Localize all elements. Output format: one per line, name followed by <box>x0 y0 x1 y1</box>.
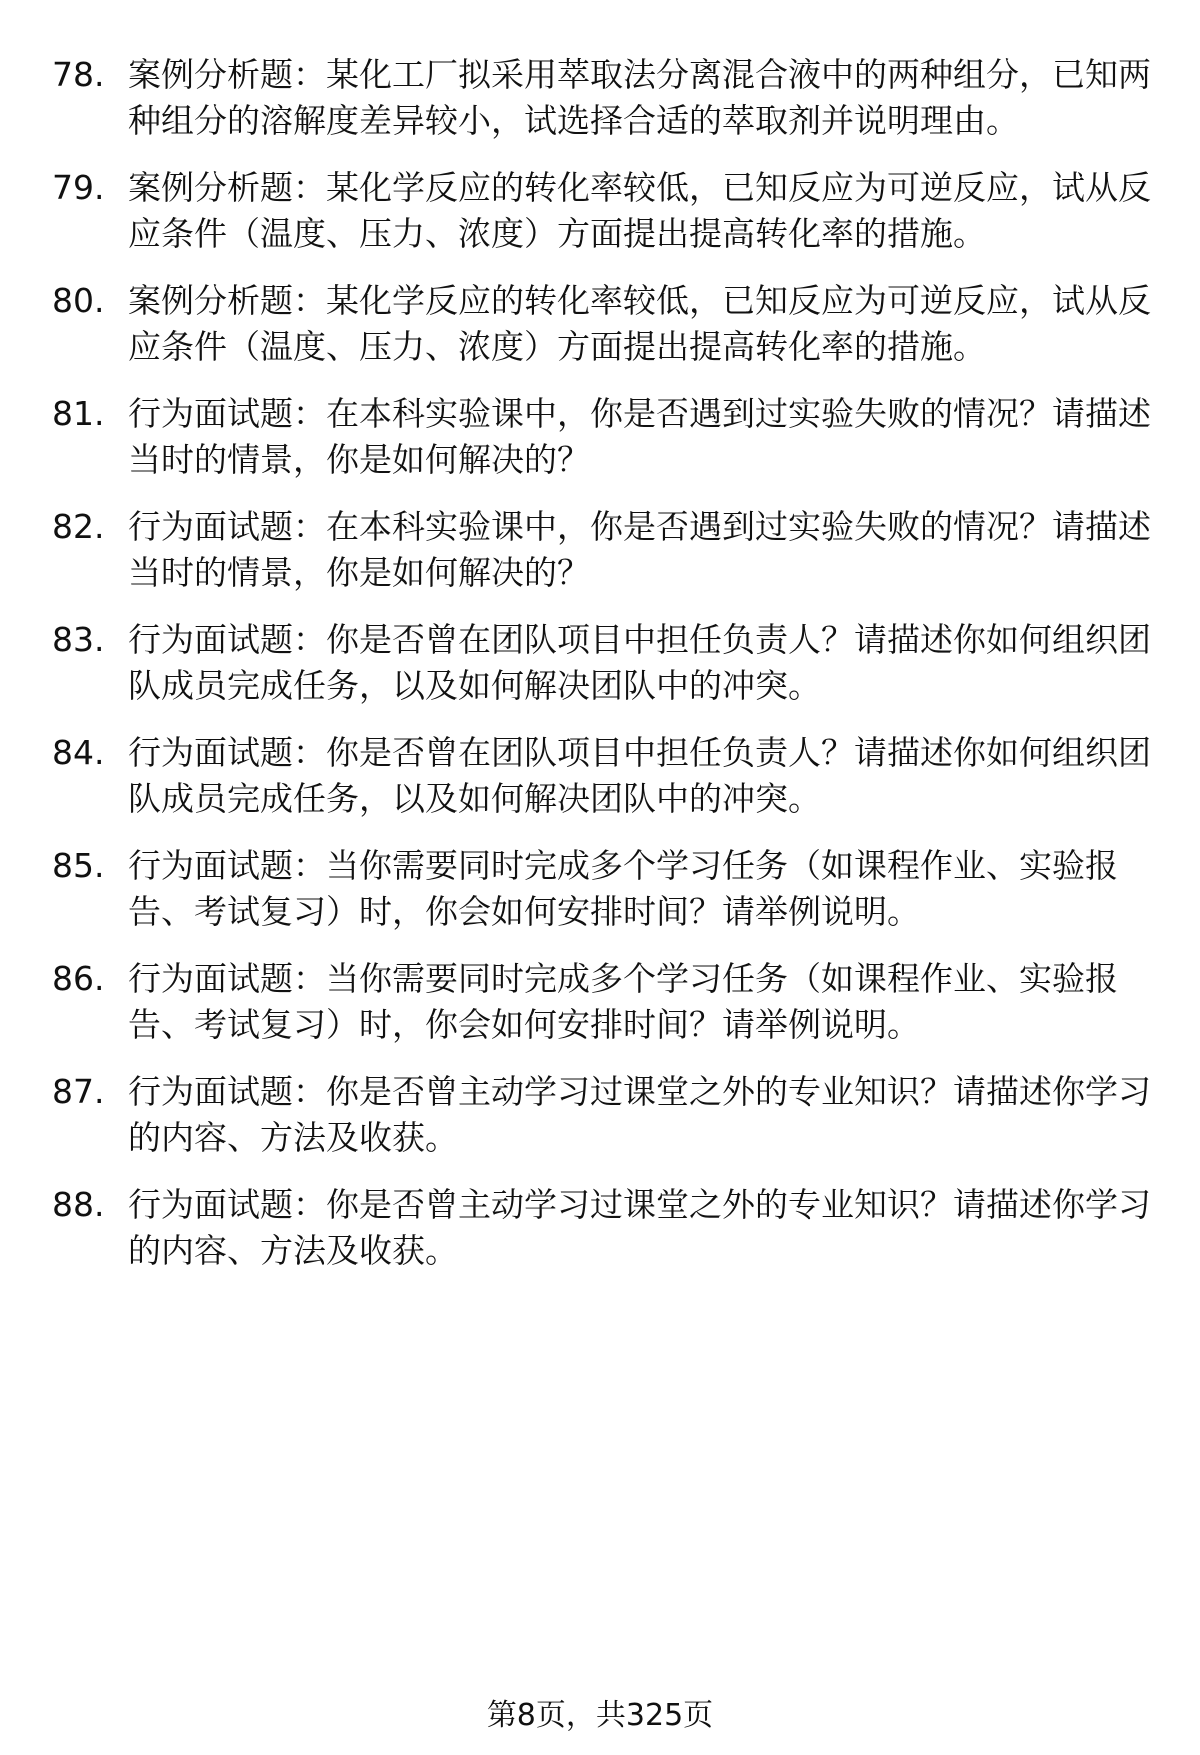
question-text: 行为面试题：当你需要同时完成多个学习任务（如课程作业、实验报告、考试复习）时，你会如何安排时间？请举例说明。 <box>128 959 1118 1044</box>
question-item <box>52 504 1162 596</box>
question-number: 88. <box>52 1185 105 1224</box>
question-item <box>52 617 1162 709</box>
question-number: 84. <box>52 733 105 772</box>
question-item <box>52 730 1162 822</box>
question-item <box>52 956 1162 1048</box>
question-item <box>52 391 1162 483</box>
question-number: 82. <box>52 507 105 546</box>
question-number: 87. <box>52 1072 105 1111</box>
question-text: 行为面试题：你是否曾在团队项目中担任负责人？请描述你如何组织团队成员完成任务，以及如何解决团队中的冲突。 <box>128 733 1151 818</box>
page-number-footer: 第8页，共325页 <box>486 1698 714 1733</box>
question-text: 行为面试题：当你需要同时完成多个学习任务（如课程作业、实验报告、考试复习）时，你会如何安排时间？请举例说明。 <box>128 846 1118 931</box>
question-number: 85. <box>52 846 105 885</box>
question-text: 案例分析题：某化学反应的转化率较低，已知反应为可逆反应，试从反应条件（温度、压力、浓度）方面提出提高转化率的措施。 <box>128 168 1151 253</box>
question-item <box>52 1069 1162 1161</box>
question-number: 81. <box>52 394 105 433</box>
question-text: 案例分析题：某化工厂拟采用萃取法分离混合液中的两种组分，已知两种组分的溶解度差异较小，试选择合适的萃取剂并说明理由。 <box>128 55 1151 140</box>
question-item <box>52 52 1162 144</box>
question-text: 行为面试题：你是否曾主动学习过课堂之外的专业知识？请描述你学习的内容、方法及收获。 <box>128 1185 1151 1270</box>
question-text: 行为面试题：在本科实验课中，你是否遇到过实验失败的情况？请描述当时的情景，你是如何解决的？ <box>128 507 1151 592</box>
question-text: 行为面试题：你是否曾主动学习过课堂之外的专业知识？请描述你学习的内容、方法及收获。 <box>128 1072 1151 1157</box>
question-text: 案例分析题：某化学反应的转化率较低，已知反应为可逆反应，试从反应条件（温度、压力、浓度）方面提出提高转化率的措施。 <box>128 281 1151 366</box>
question-number: 80. <box>52 281 105 320</box>
question-number: 86. <box>52 959 105 998</box>
question-text: 行为面试题：在本科实验课中，你是否遇到过实验失败的情况？请描述当时的情景，你是如何解决的？ <box>128 394 1151 479</box>
question-item <box>52 165 1162 257</box>
question-number: 78. <box>52 55 105 94</box>
question-text: 行为面试题：你是否曾在团队项目中担任负责人？请描述你如何组织团队成员完成任务，以及如何解决团队中的冲突。 <box>128 620 1151 705</box>
question-item <box>52 278 1162 370</box>
question-list <box>52 52 1162 1274</box>
question-item <box>52 1182 1162 1274</box>
question-number: 79. <box>52 168 105 207</box>
question-item <box>52 843 1162 935</box>
question-number: 83. <box>52 620 105 659</box>
